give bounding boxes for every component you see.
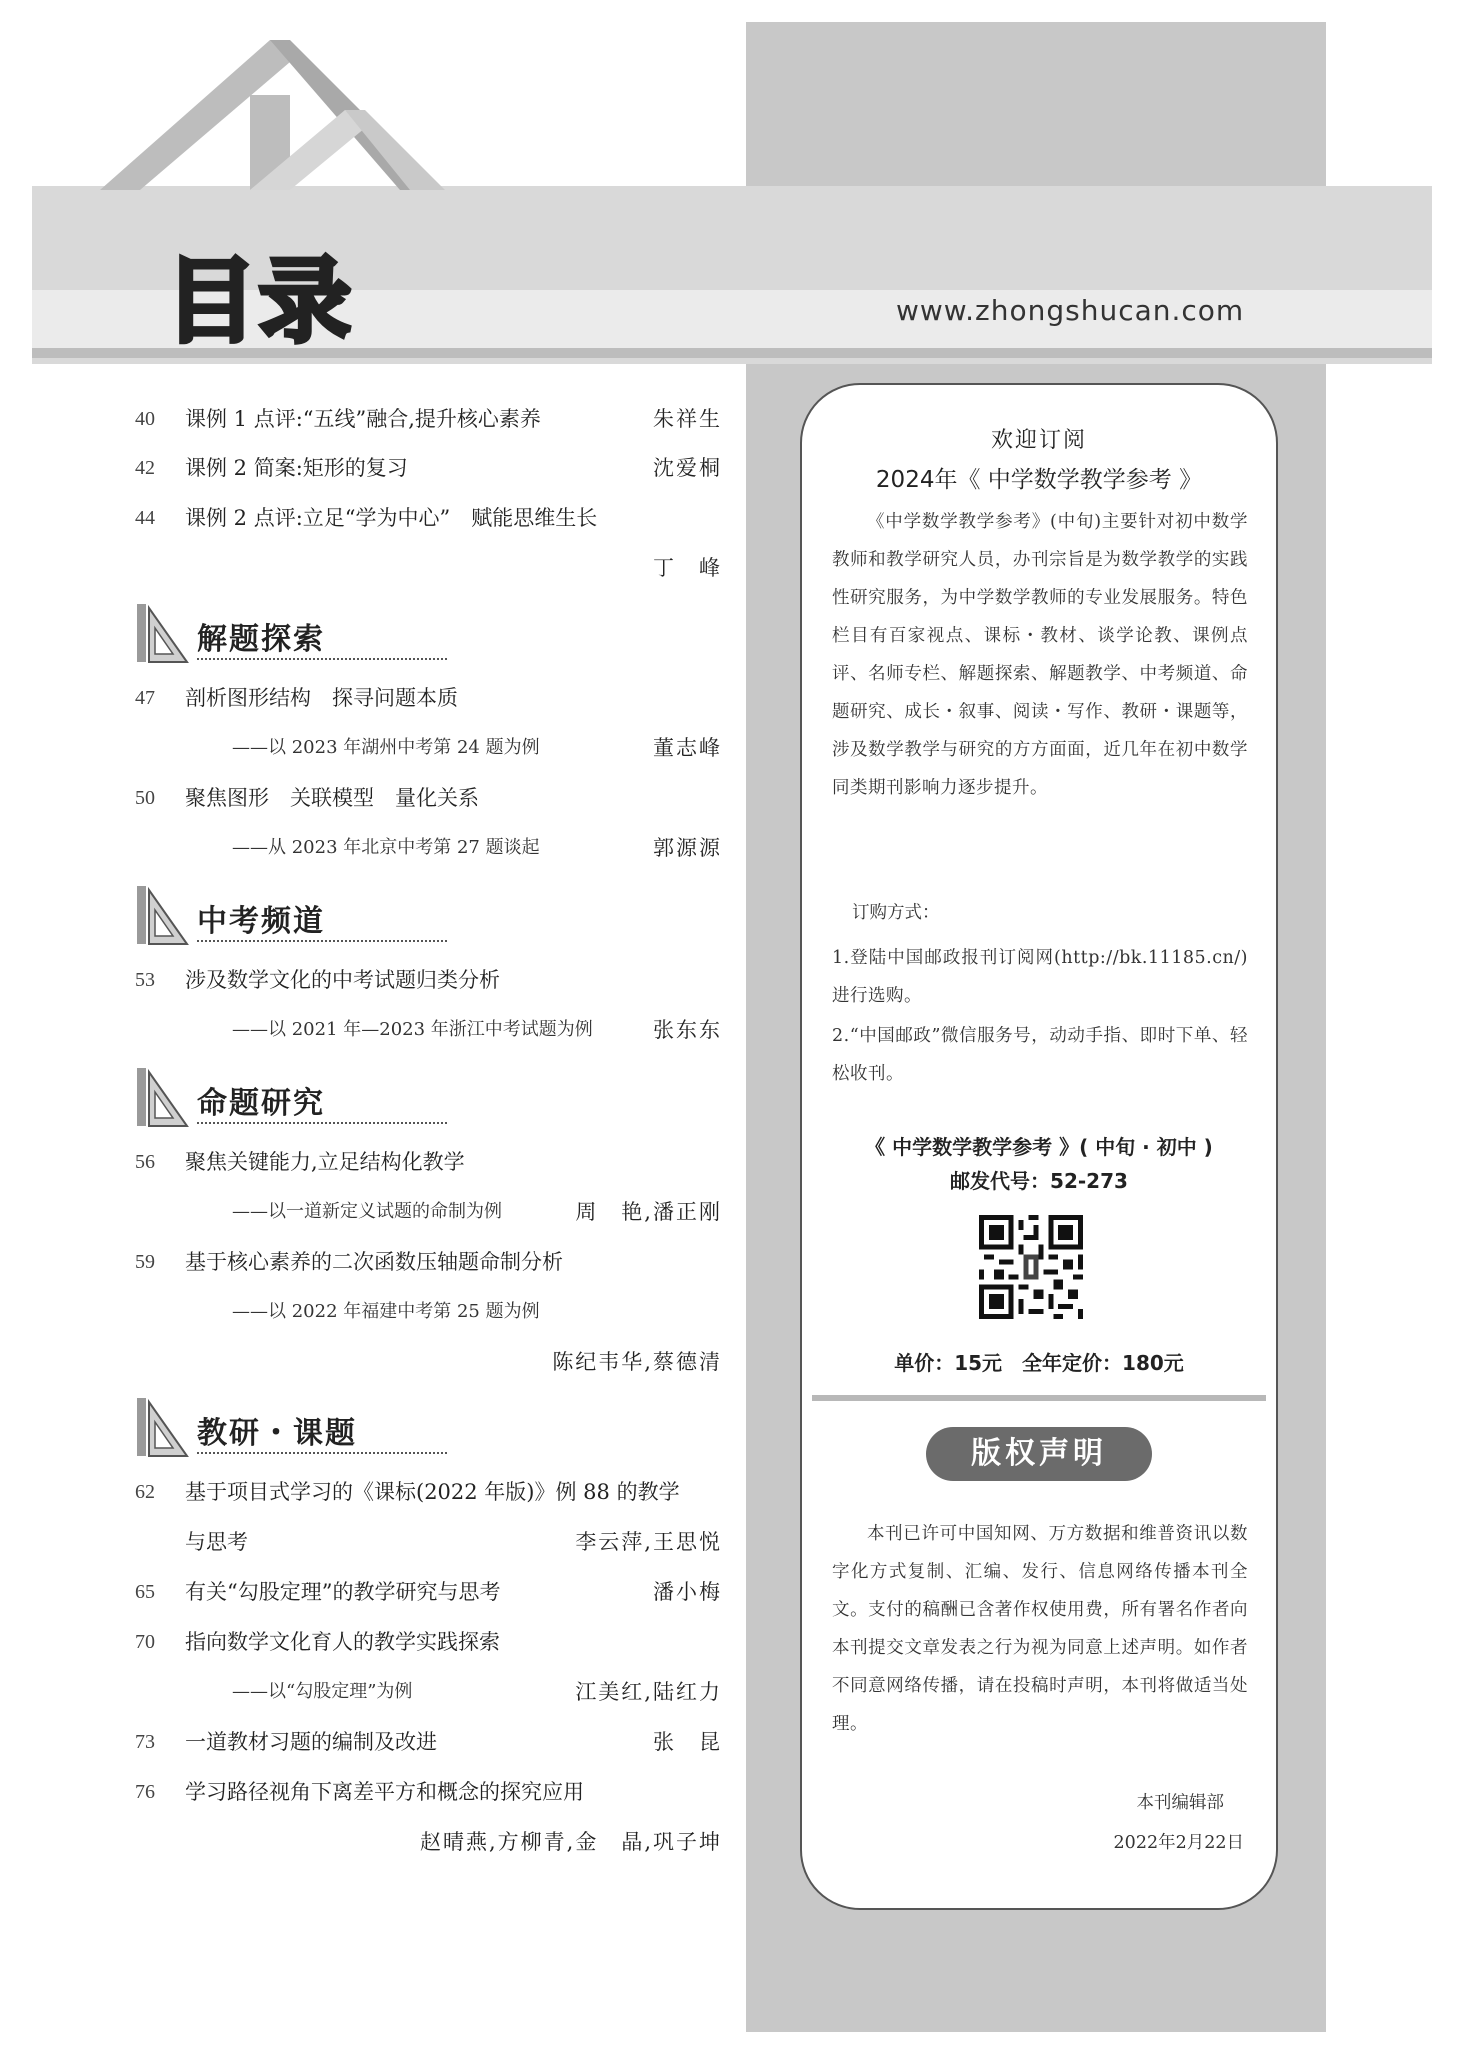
- ruler-triangle-icon: [135, 602, 191, 664]
- article-author: 赵晴燕,方柳青,金 晶,巩子坤: [419, 1830, 722, 1854]
- article-title-continued: 与思考: [185, 1530, 248, 1554]
- page-number: 56: [135, 1151, 155, 1173]
- roof-truss-graphic: [100, 40, 480, 190]
- page-number: 59: [135, 1251, 155, 1273]
- section-divider: [197, 1122, 447, 1124]
- section-divider: [197, 1452, 447, 1454]
- article-title: 剖析图形结构 探寻问题本质: [185, 686, 458, 710]
- article-author: 张东东: [653, 1018, 722, 1042]
- subscription-panel: [800, 383, 1278, 1910]
- page-number: 76: [135, 1781, 155, 1803]
- article-author: 郭源源: [653, 836, 722, 860]
- article-title: 一道教材习题的编制及改进: [185, 1730, 437, 1754]
- section-divider: [197, 658, 447, 660]
- article-author: 李云萍,王思悦: [575, 1530, 722, 1554]
- article-author: 张 昆: [653, 1730, 722, 1754]
- article-title: 聚焦关键能力,立足结构化教学: [185, 1150, 465, 1174]
- article-author: 丁 峰: [653, 556, 722, 580]
- section-header: [135, 602, 447, 664]
- subscription-welcome: 欢迎订阅: [990, 428, 1087, 453]
- page-number: 70: [135, 1631, 155, 1653]
- order-method-label: 订购方式：: [852, 903, 940, 923]
- panel-divider: [812, 1395, 1266, 1401]
- journal-name: 《 中学数学教学参考 》( 中旬 · 初中 ): [865, 1135, 1213, 1159]
- article-author: 董志峰: [653, 736, 722, 760]
- article-author: 朱祥生: [653, 407, 722, 431]
- copyright-signature: 本刊编辑部: [1136, 1793, 1224, 1813]
- article-title: 指向数学文化育人的教学实践探索: [185, 1630, 500, 1654]
- section-header: [135, 884, 447, 946]
- article-subtitle: ——以 2022 年福建中考第 25 题为例: [232, 1301, 540, 1322]
- section-header: [135, 1396, 447, 1458]
- article-subtitle: ——从 2023 年北京中考第 27 题谈起: [232, 837, 540, 858]
- section-title: 解题探索: [197, 622, 325, 657]
- page-number: 50: [135, 787, 155, 809]
- article-author: 潘小梅: [653, 1580, 722, 1604]
- article-author: 陈纪韦华,蔡德清: [552, 1350, 722, 1374]
- order-method-2: 2.“中国邮政”微信服务号，动动手指、即时下单、轻松收刊。: [832, 1026, 1248, 1084]
- website-url: www.zhongshucan.com: [896, 294, 1245, 327]
- ruler-triangle-icon: [135, 1396, 191, 1458]
- section-divider: [197, 940, 447, 942]
- copyright-badge: 版权声明: [926, 1427, 1152, 1481]
- article-author: 沈爱桐: [653, 456, 722, 480]
- price-info: 单价：15元 全年定价：180元: [894, 1351, 1184, 1375]
- subscription-intro: 《中学数学教学参考》(中旬)主要针对初中数学教师和教学研究人员，办刊宗旨是为数学教学的实践性研究服务，为中学数学教师的专业发展服务。特色栏目有百家视点、课标・教材、谈学论教、课例点评、名师专栏、解题探索、解题教学、中考频道、命题研究、成长・叙事、阅读・写作、教研・课题等，涉及数学教学与研究的方方面面，近几年在初中数学同类期刊影响力逐步提升。: [832, 512, 1248, 798]
- order-method-1: 1.登陆中国邮政报刊订阅网(http://bk.11185.cn/)进行选购。: [832, 948, 1248, 1006]
- page-number: 62: [135, 1481, 155, 1503]
- article-title: 课例 1 点评:“五线”融合,提升核心素养: [185, 407, 541, 431]
- article-title: 基于核心素养的二次函数压轴题命制分析: [185, 1250, 563, 1274]
- page-number: 65: [135, 1581, 155, 1603]
- page-number: 40: [135, 408, 155, 430]
- article-title: 基于项目式学习的《课标(2022 年版)》例 88 的教学: [185, 1480, 680, 1504]
- page-number: 42: [135, 457, 155, 479]
- page-title: 目录: [165, 248, 354, 355]
- article-title: 聚焦图形 关联模型 量化关系: [185, 786, 479, 810]
- article-title: 有关“勾股定理”的教学研究与思考: [185, 1580, 501, 1604]
- section-title: 命题研究: [197, 1086, 325, 1121]
- article-title: 课例 2 简案:矩形的复习: [185, 456, 408, 480]
- article-subtitle: ——以一道新定义试题的命制为例: [232, 1201, 502, 1222]
- article-subtitle: ——以“勾股定理”为例: [232, 1681, 413, 1702]
- page-number: 53: [135, 969, 155, 991]
- article-subtitle: ——以 2023 年湖州中考第 24 题为例: [232, 737, 540, 758]
- page-number: 44: [135, 507, 155, 529]
- section-title: 教研・课题: [197, 1416, 357, 1451]
- article-title: 学习路径视角下离差平方和概念的探究应用: [185, 1780, 584, 1804]
- section-header: [135, 1066, 447, 1128]
- article-author: 江美红,陆红力: [575, 1680, 722, 1704]
- section-title: 中考频道: [197, 904, 325, 939]
- article-subtitle: ——以 2021 年—2023 年浙江中考试题为例: [232, 1019, 593, 1040]
- copyright-date: 2022年2月22日: [1113, 1833, 1244, 1853]
- ruler-triangle-icon: [135, 1066, 191, 1128]
- ruler-triangle-icon: [135, 884, 191, 946]
- page-number: 47: [135, 687, 155, 709]
- page-number: 73: [135, 1731, 155, 1753]
- copyright-text: 本刊已许可中国知网、万方数据和维普资讯以数字化方式复制、汇编、发行、信息网络传播本刊全文。支付的稿酬已含著作权使用费，所有署名作者向本刊提交文章发表之行为视为同意上述声明。如作者不同意网络传播，请在投稿时声明，本刊将做适当处理。: [832, 1524, 1248, 1734]
- qr-code-icon: [979, 1215, 1083, 1319]
- postal-code: 邮发代号：52-273: [950, 1169, 1128, 1193]
- article-title: 课例 2 点评:立足“学为中心” 赋能思维生长: [185, 506, 598, 530]
- article-title: 涉及数学文化的中考试题归类分析: [185, 968, 500, 992]
- article-author: 周 艳,潘正刚: [575, 1200, 722, 1224]
- subscription-title: 2024年《 中学数学教学参考 》: [875, 467, 1203, 493]
